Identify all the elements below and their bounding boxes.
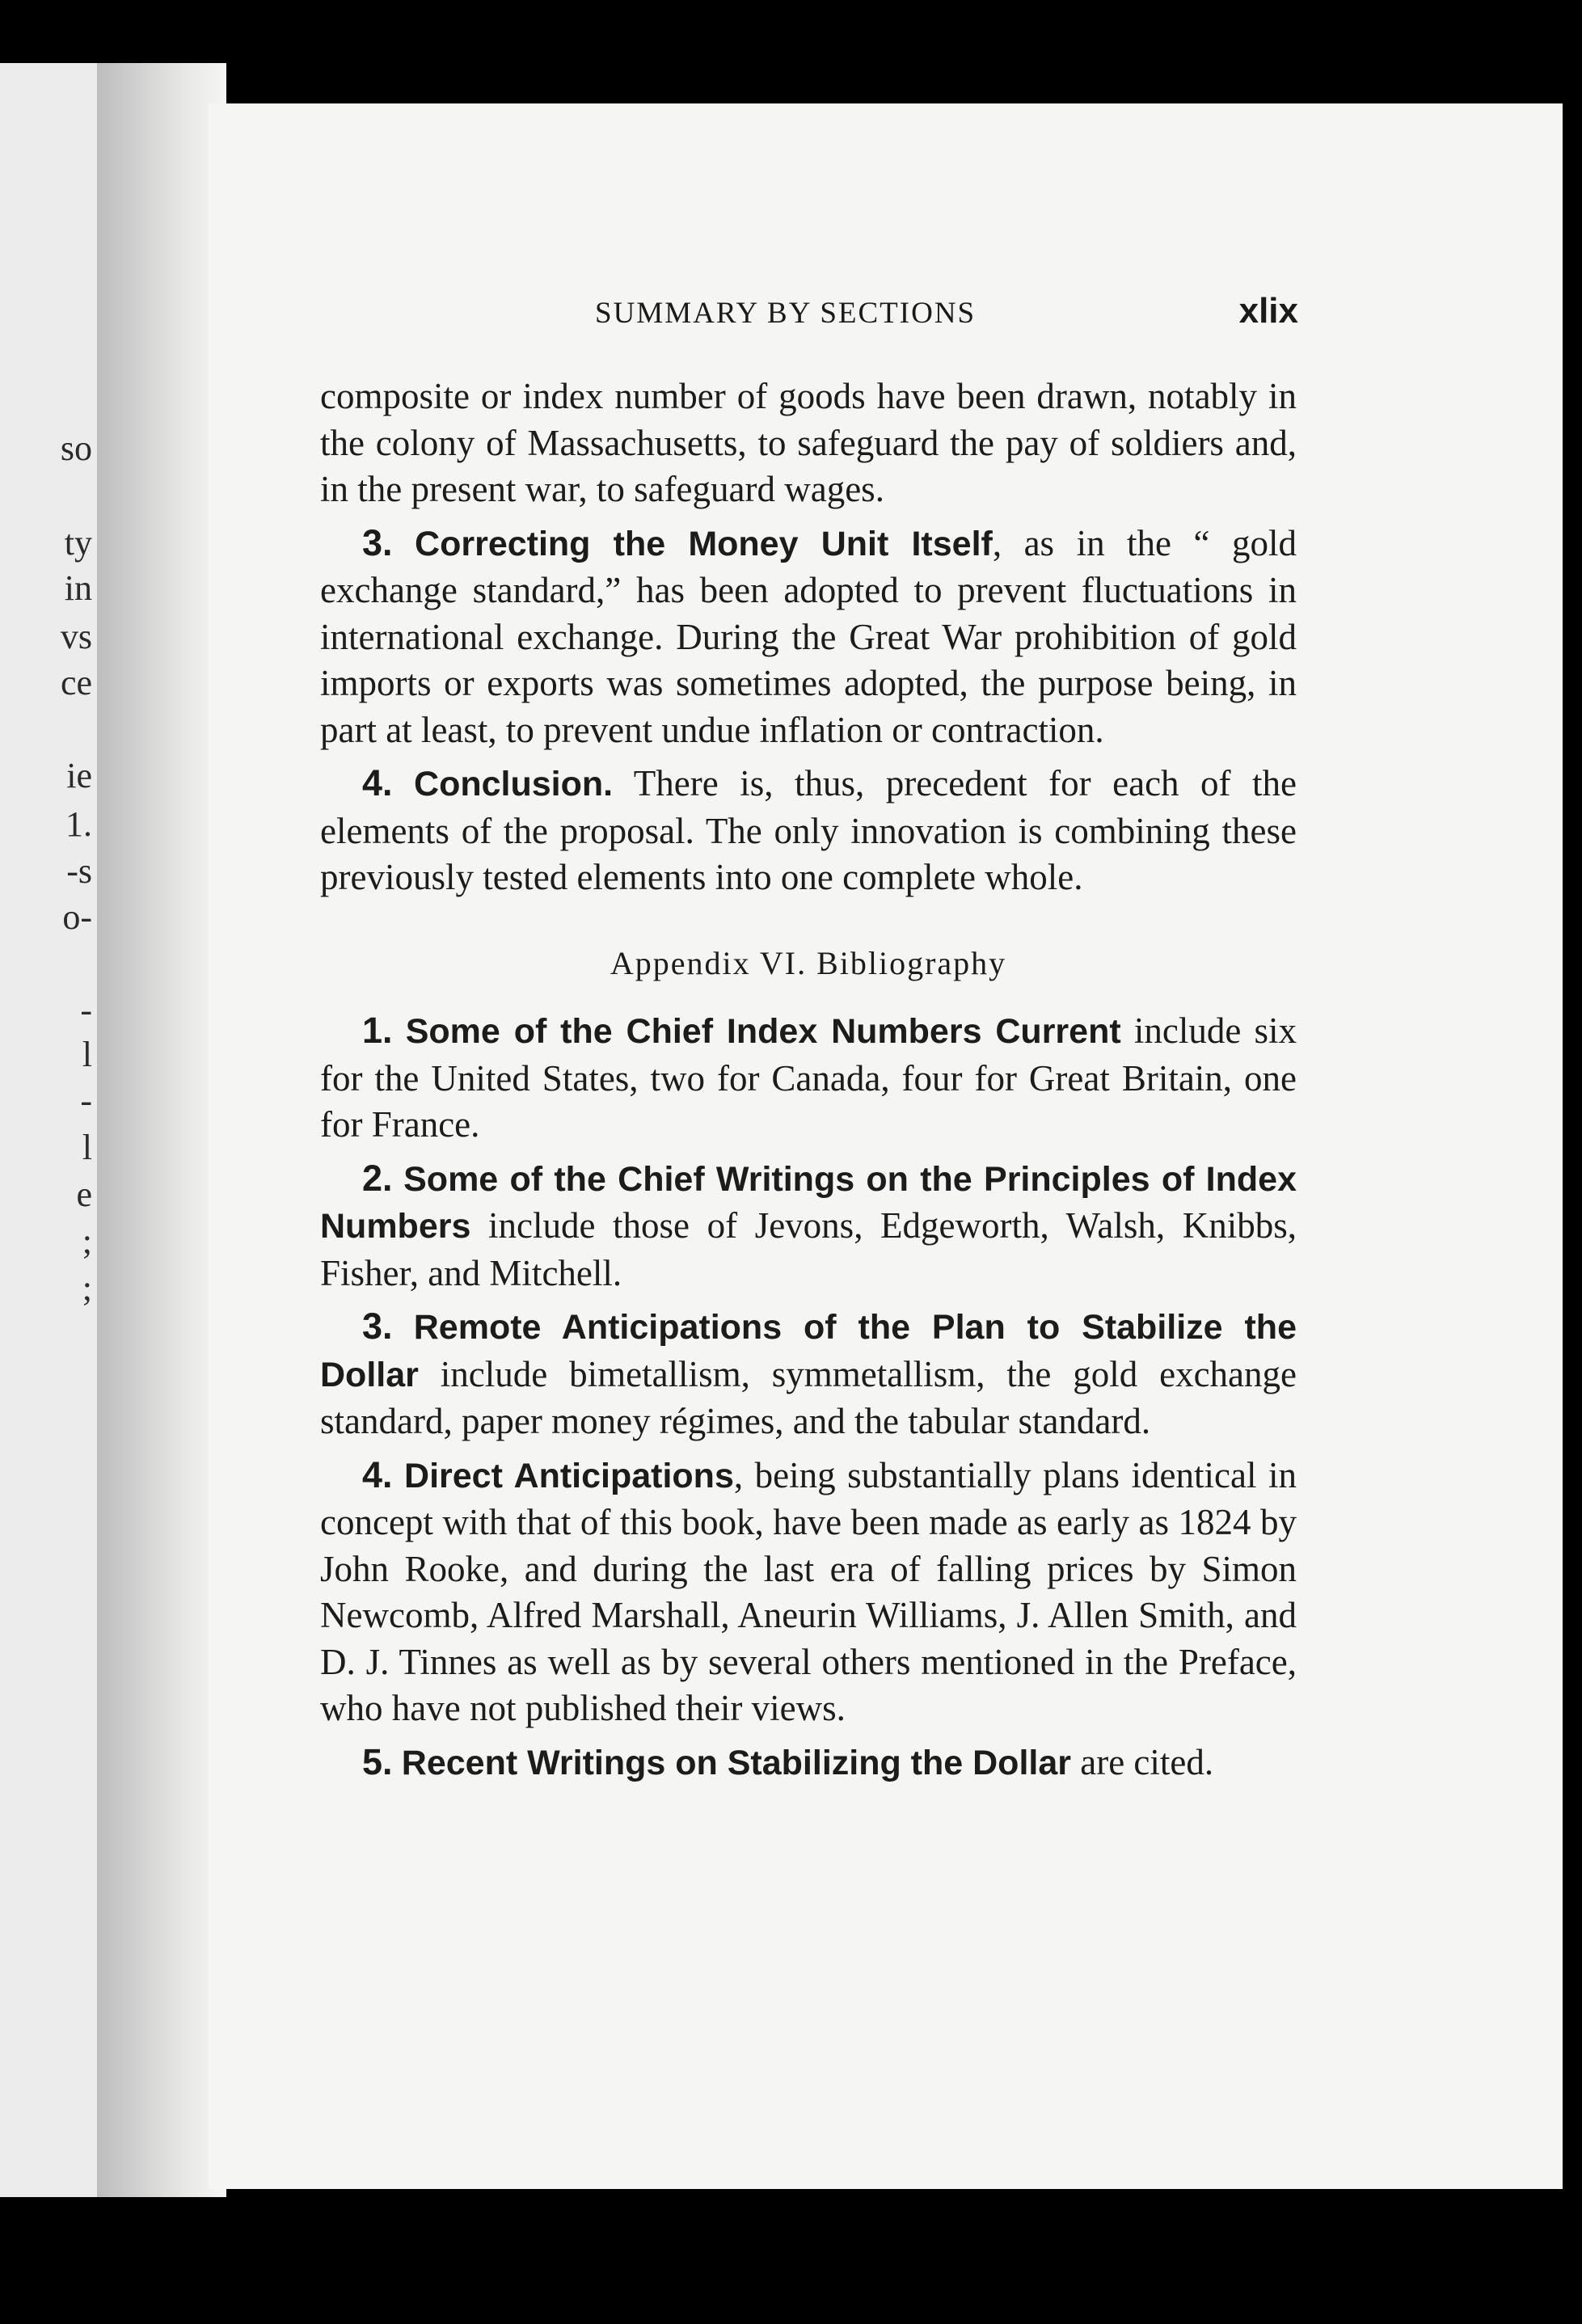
paragraph: composite or index number of goods have been drawn, notably in the colony of Massachusetts, to safeguard the pay of soldiers and, in the present war, to safeguard wages. [320,376,1297,509]
section-text: , as in the “ gold exchange standard,” has been adopted to prevent fluctuations in international exchange. During the Great War prohibition of gold imports or exports was sometimes adopted, the purpose being, in part at least, to prevent undue inflation or contraction. [320,522,1297,750]
item-text: include six for the United States, two for Canada, four for Great Britain, one for France. [320,1010,1297,1145]
section-number: 4. [362,762,393,803]
list-item [320,1155,1297,1297]
fragment: - [80,990,92,1030]
item-number: 5. [362,1740,393,1782]
fragment: in [64,568,92,608]
item-heading: Recent Writings on Stabilizing the Dollar [401,1743,1071,1782]
fragment: l [82,1128,92,1167]
fragment: o- [62,897,92,937]
previous-page-edge [0,63,99,2197]
paragraph [320,760,1297,901]
appendix-title: Appendix VI. Bibliography [610,944,1007,981]
item-text: are cited. [1071,1741,1214,1782]
section-heading: Conclusion. [414,765,614,803]
fragment: - [80,1081,92,1120]
fragment: e [76,1175,92,1214]
item-heading: Remote Anticipations of the Plan to Stabilize the Dollar [320,1308,1297,1394]
fragment: -s [66,851,92,891]
fragment: ty [64,523,92,563]
list-item [320,1452,1297,1732]
list-item [320,1303,1297,1445]
fragment: ; [82,1268,92,1308]
item-number: 2. [362,1157,393,1199]
item-text: , being substantially plans identical in concept with that of this book, have been made as early as 1824 by John Rooke, and during the last era of falling prices by Simon Newcomb, Alfred Marshall, Aneurin Williams, J. Allen Smith, and D. J. Tinnes as well as by several others mentioned in the Preface, who have not published their views. [320,1454,1297,1728]
paragraph [320,520,1297,754]
running-head: SUMMARY BY SECTIONS [595,297,977,330]
list-item [320,1739,1297,1787]
fragment: ce [60,663,92,702]
item-text: include those of Jevons, Edgeworth, Walsh, Knibbs, Fisher, and Mitchell. [320,1205,1297,1293]
section-heading: Correcting the Money Unit Itself [415,524,993,563]
fragment: vs [60,617,92,656]
fragment: ; [82,1221,92,1261]
page-number: xlix [1238,291,1298,331]
page-header [595,291,1298,344]
list-item [320,1007,1297,1149]
fragment: 1. [65,804,92,844]
book-gutter [97,63,226,2197]
item-text: include bimetallism, symmetallism, the gold exchange standard, paper money régimes, and the tabular standard. [320,1353,1297,1441]
item-number: 1. [362,1010,393,1051]
page-body [320,373,1297,1786]
fragment: l [82,1035,92,1074]
item-heading: Some of the Chief Writings on the Principles of Index Numbers [320,1159,1297,1246]
fragment: ie [66,756,92,795]
item-heading: Some of the Chief Index Numbers Current [405,1012,1121,1051]
section-text: There is, thus, precedent for each of the elements of the proposal. The only innovation is combining these previously tested elements into one complete whole. [320,763,1297,897]
fragment: so [60,428,92,468]
item-number: 4. [362,1453,393,1495]
item-heading: Direct Anticipations [404,1456,734,1495]
item-number: 3. [362,1305,393,1347]
section-number: 3. [362,521,393,563]
